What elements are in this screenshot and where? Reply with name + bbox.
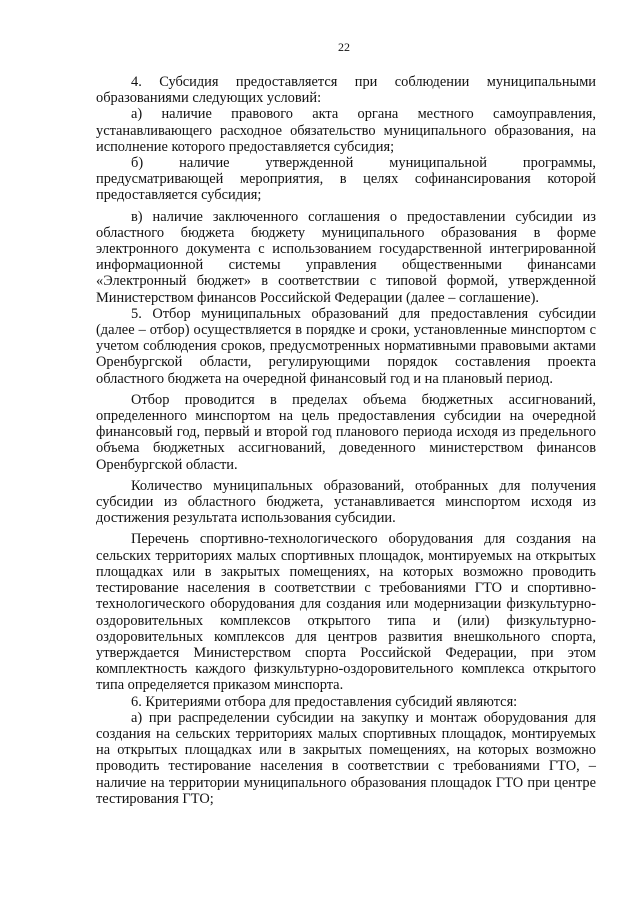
page-number: 22	[338, 40, 350, 54]
paragraph-selection-limits: Отбор проводится в пределах объема бюджетных ассигнований, определенного минспортом на цель предоставления субсидии на очередной финансовый год, первый и второй год планового периода исходя из предельного объема бюджетных ассигнований, доведенного министерством финансов Оренбургской области.	[96, 391, 596, 473]
paragraph-clause-4: 4. Субсидия предоставляется при соблюдении муниципальными образованиями следующих условий:	[96, 74, 596, 107]
document-page	[96, 40, 596, 807]
paragraph-clause-4b: б) наличие утвержденной муниципальной программы, предусматривающей мероприятия, в целях софинансирования которой предоставляется субсидия;	[96, 155, 596, 204]
paragraph-selection-count: Количество муниципальных образований, отобранных для получения субсидии из областного бюджета, устанавливается минспортом исходя из достижения результата использования субсидии.	[96, 477, 596, 527]
paragraph-clause-4a: а) наличие правового акта органа местного самоуправления, устанавливающего расходное обязательство муниципального образования, на исполнение которого предоставляется субсидия;	[96, 106, 596, 155]
paragraph-clause-6: 6. Критериями отбора для предоставления субсидий являются:	[131, 693, 518, 710]
paragraph-clause-4v: в) наличие заключенного соглашения о предоставлении субсидии из областного бюджета бюджету муниципального образования в форме электронного документа с использованием государственной интегрированной информационной системы управления общественными финансами «Электронный бюджет» в соответствии с типовой формой, утвержденной Министерством финансов Российской Федерации (далее – соглашение).	[96, 208, 596, 306]
paragraph-clause-6a: а) при распределении субсидии на закупку и монтаж оборудования для создания на сельских территориях малых спортивных площадок, монтируемых на открытых площадках или в закрытых помещениях, на которых возможно проводить тестирование населения в соответствии с требованиями ГТО, – наличие на территории муниципального образования площадок ГТО при центре тестирования ГТО;	[96, 709, 596, 807]
paragraph-equipment-list: Перечень спортивно-технологического оборудования для создания на сельских территориях малых спортивных площадок, монтируемых на открытых площадках или в закрытых помещениях, на которых возможно проводить тестирование населения в соответствии с требованиями ГТО и спортивно-технологического оборудования для создания или модернизации физкультурно-оздоровительных комплексов открытого типа и (или) физкультурно-оздоровительных комплексов для центров развития внешкольного спорта, утверждается Министерством спорта Российской Федерации, при этом комплектность каждого физкультурно-оздоровительного комплекса открытого типа определяется приказом минспорта.	[96, 531, 596, 694]
paragraph-clause-5: 5. Отбор муниципальных образований для предоставления субсидии (далее – отбор) осуществляется в порядке и сроки, установленные минспортом с учетом соблюдения сроков, предусмотренных нормативными правовыми актами Оренбургской области, регулирующими порядок составления проекта областного бюджета на очередной финансовый год и на плановый период.	[96, 305, 596, 387]
